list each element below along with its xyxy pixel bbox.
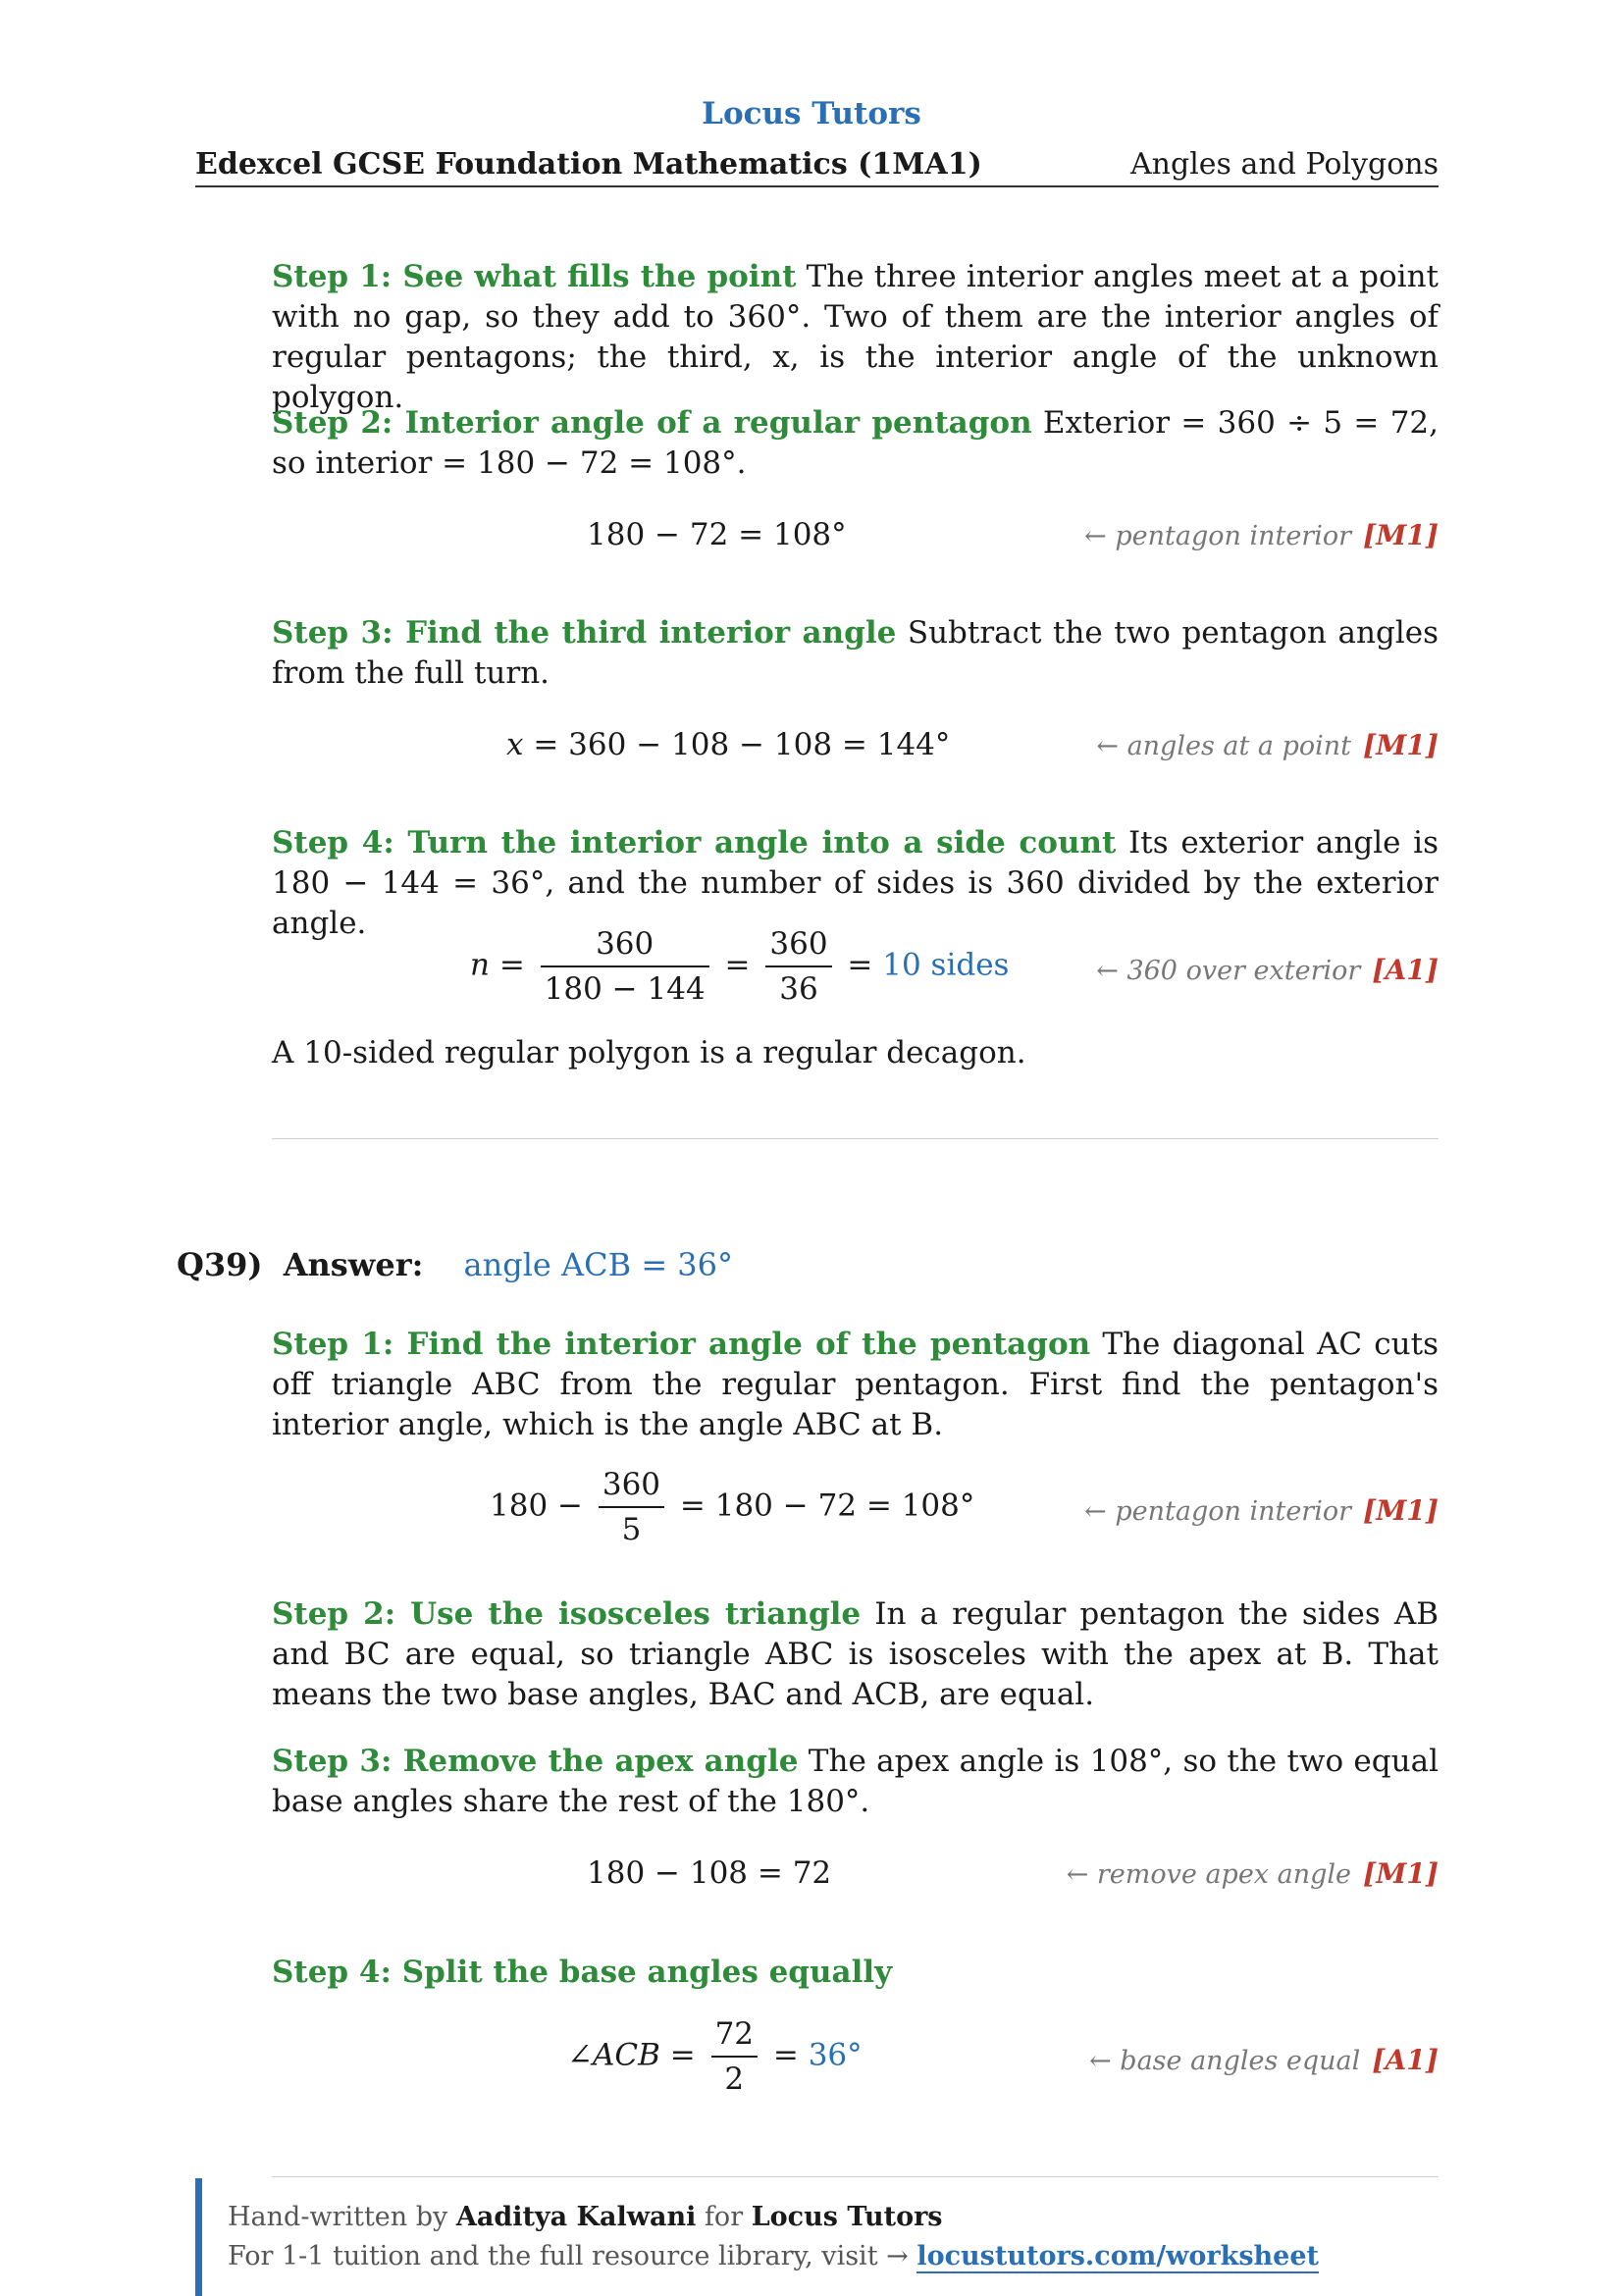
mark-badge: [M1]	[1363, 519, 1439, 551]
prev-note1	[1084, 519, 1439, 551]
note-text: ← angles at a point	[1096, 731, 1352, 761]
brand-title: Locus Tutors	[702, 96, 921, 131]
result: 10 sides	[882, 947, 1010, 983]
q39-step3	[272, 1742, 1439, 1822]
header-rule	[195, 185, 1439, 187]
q39-note1	[1084, 1494, 1439, 1527]
result: 36°	[808, 2037, 863, 2073]
q39-step1	[272, 1325, 1439, 1445]
footer-brand: Locus Tutors	[751, 2202, 943, 2232]
step-text: Its exterior angle is 180 − 144 = 36°, and the number of sides is 360 divided by the exterior angle.	[272, 825, 1439, 941]
math-expr: = 180 − 72 = 108°	[679, 1487, 975, 1524]
q39-step4	[272, 1953, 1439, 1993]
prev-note3	[1096, 954, 1439, 986]
prev-eq1: 180 − 72 = 108°	[587, 517, 847, 552]
prev-eq3: n = $\frac{360}{180 - 144}$ = $\frac{360}{36}$ = 10 sides	[470, 926, 1010, 1007]
mark-badge: [M1]	[1363, 729, 1439, 761]
prev-step1	[272, 257, 1439, 418]
step-title: Step 4: Turn the interior angle into a side count	[272, 825, 1117, 861]
footer-credit	[228, 2202, 943, 2232]
prev-step3	[272, 613, 1439, 694]
math-var: n	[470, 947, 490, 983]
step-text: The apex angle is 108°, so the two equal base angles share the rest of the 180°.	[272, 1744, 1439, 1819]
step-title: Step 4: Split the base angles equally	[272, 1955, 893, 1990]
denominator: 2	[724, 2061, 745, 2097]
course-title: Edexcel GCSE Foundation Mathematics (1MA1)	[195, 147, 982, 182]
q39-eq2: 180 − 108 = 72	[587, 1855, 832, 1891]
footer-visit	[228, 2241, 1319, 2271]
step-title: Step 2: Interior angle of a regular pentagon	[272, 405, 1032, 441]
question-header	[177, 1246, 733, 1283]
fraction	[711, 2016, 758, 2097]
mark-badge: [A1]	[1372, 2044, 1439, 2076]
step-title: Step 2: Use the isosceles triangle	[272, 1596, 862, 1632]
denominator: 5	[621, 1512, 642, 1547]
prev-eq2	[506, 727, 950, 762]
q39-eq1	[490, 1467, 974, 1547]
math-expr: 180 −	[490, 1487, 583, 1524]
note-text: ← 360 over exterior	[1096, 956, 1361, 986]
step-title: Step 3: Find the third interior angle	[272, 615, 897, 651]
topic-title: Angles and Polygons	[1130, 147, 1439, 182]
denominator: 180 − 144	[544, 971, 706, 1007]
note-text: ← remove apex angle	[1066, 1859, 1352, 1890]
prev-note2	[1096, 729, 1439, 761]
worksheet-link[interactable]: locustutors.com/worksheet	[916, 2241, 1320, 2271]
step-text: The diagonal AC cuts off triangle ABC from the regular pentagon. First find the pentagon's interior angle, which is the angle ABC at B.	[272, 1327, 1439, 1442]
mark-badge: [M1]	[1363, 1857, 1439, 1890]
note-text: ← pentagon interior	[1084, 1496, 1352, 1527]
q39-eq3: ∠ACB = $\frac{72}{2}$ = 36°	[567, 2016, 863, 2097]
answer-label: Answer:	[283, 1246, 424, 1283]
note-text: ← pentagon interior	[1084, 521, 1352, 551]
answer-value: angle ACB = 36°	[463, 1246, 734, 1283]
question-number: Q39)	[177, 1246, 263, 1283]
footer-text: Hand-written by	[228, 2202, 456, 2232]
step-text: Subtract the two pentagon angles from the full turn.	[272, 615, 1439, 691]
step-text: Exterior = 360 ÷ 5 = 72, so interior = 180 − 72 = 108°.	[272, 405, 1439, 481]
fraction	[541, 926, 709, 1007]
fraction	[599, 1467, 664, 1547]
footer-text: For 1-1 tuition and the full resource library, visit →	[228, 2241, 917, 2271]
numerator: 360	[541, 926, 709, 967]
author-name: Aaditya Kalwani	[455, 2202, 697, 2232]
mark-badge: [M1]	[1363, 1494, 1439, 1527]
footer-text: for	[696, 2202, 752, 2232]
numerator: 360	[765, 926, 831, 967]
footer-accent-bar	[195, 2178, 202, 2296]
step-title: Step 1: See what fills the point	[272, 259, 797, 294]
step-title: Step 1: Find the interior angle of the pentagon	[272, 1327, 1091, 1362]
section-divider	[272, 1138, 1439, 1139]
step-title: Step 3: Remove the apex angle	[272, 1744, 799, 1779]
prev-conclusion: A 10-sided regular polygon is a regular decagon.	[272, 1035, 1026, 1070]
numerator: 360	[599, 1467, 664, 1508]
math-expr: ∠ACB =	[567, 2037, 696, 2073]
q39-step2	[272, 1594, 1439, 1715]
section-divider	[272, 2176, 1439, 2177]
step-text: In a regular pentagon the sides AB and BC are equal, so triangle ABC is isosceles with the apex at B. That means the two base angles, BAC and ACB, are equal.	[272, 1596, 1439, 1712]
note-text: ← base angles equal	[1089, 2046, 1361, 2076]
denominator: 36	[779, 971, 818, 1007]
math-expr: = 360 − 108 − 108 = 144°	[523, 727, 951, 762]
math-var: x	[506, 727, 524, 762]
fraction	[765, 926, 831, 1007]
numerator: 72	[711, 2016, 758, 2058]
prev-step2	[272, 403, 1439, 484]
mark-badge: [A1]	[1372, 954, 1439, 986]
q39-note3	[1089, 2044, 1439, 2076]
step-text: The three interior angles meet at a point with no gap, so they add to 360°. Two of them are the interior angles of regular pentagons; the third, x, is the interior angle of the unknown polygon.	[272, 259, 1439, 415]
q39-note2	[1067, 1857, 1439, 1890]
